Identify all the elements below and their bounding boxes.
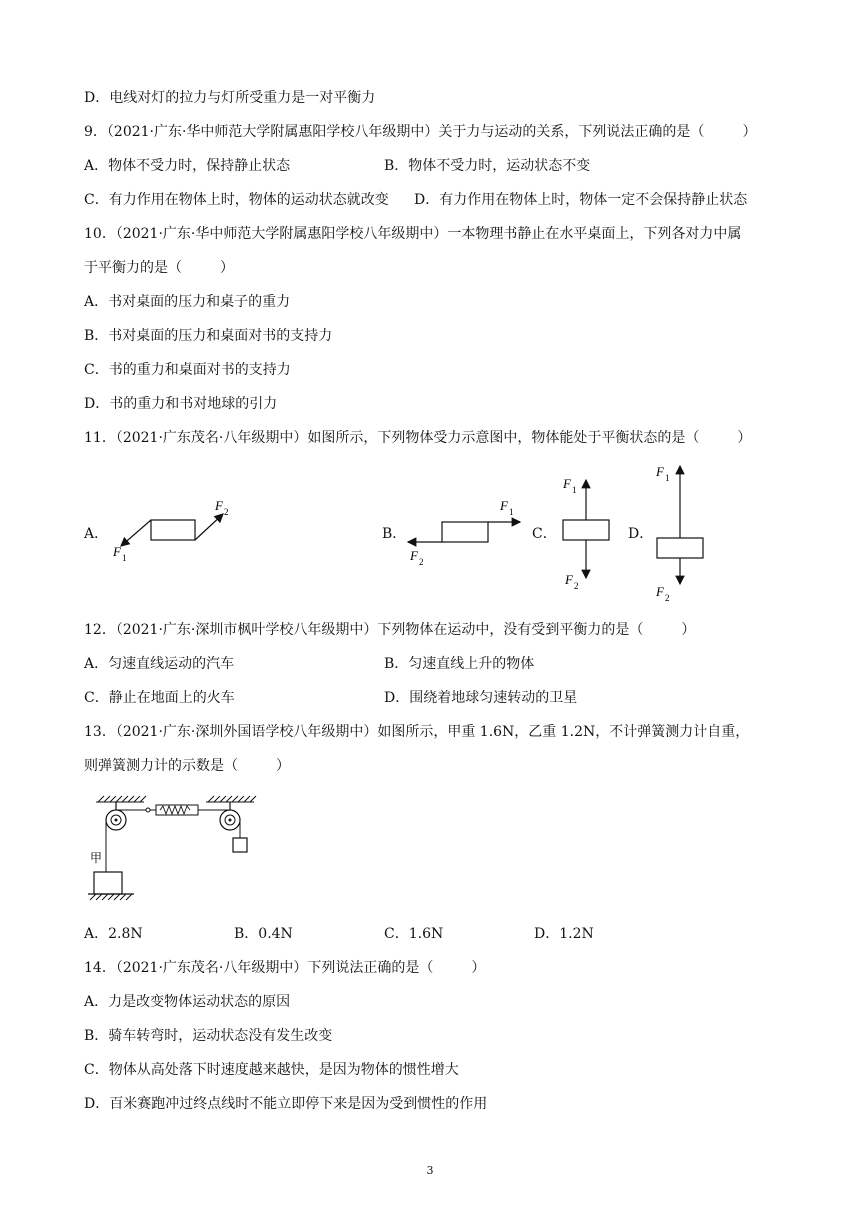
- ceiling-left: [96, 796, 146, 802]
- q11-option-d-label: D．: [628, 526, 654, 542]
- q8-option-d: D．电线对灯的拉力与灯所受重力是一对平衡力: [84, 90, 376, 106]
- q9-option-d: D．有力作用在物体上时，物体一定不会保持静止状态: [414, 192, 748, 208]
- q11-diagram-a: [105, 490, 245, 570]
- q11-diagram-b: [400, 490, 530, 570]
- force-label-f2: F: [215, 498, 223, 513]
- q11-option-c-label: C．: [532, 526, 557, 542]
- svg-text:1: 1: [572, 485, 577, 495]
- ceiling-right: [206, 796, 256, 802]
- q13-pulley-diagram: [88, 792, 268, 904]
- svg-text:2: 2: [419, 557, 424, 567]
- q10-option-a: A．书对桌面的压力和桌子的重力: [84, 294, 291, 310]
- q13-stem-line1: 13．（2021·广东·深圳外国语学校八年级期中）如图所示，甲重 1.6N，乙重 1.2N，不计弹簧测力计自重，: [84, 724, 750, 740]
- q11-stem: 11．（2021·广东茂名·八年级期中）如图所示，下列物体受力示意图中，物体能处于平衡状态的是（ ）: [84, 430, 752, 446]
- force-label-f1: F: [563, 476, 571, 491]
- q12-stem: 12．（2021·广东·深圳市枫叶学校八年级期中）下列物体在运动中，没有受到平衡力的是（ ）: [84, 622, 696, 638]
- q9-stem: 9．（2021·广东·华中师范大学附属惠阳学校八年级期中）关于力与运动的关系，下列说法正确的是（ ）: [84, 124, 757, 140]
- svg-text:2: 2: [665, 593, 670, 603]
- label-jia: 甲: [90, 851, 103, 865]
- force-arrow-f1: [121, 520, 151, 546]
- q9-option-c: C．有力作用在物体上时，物体的运动状态就改变: [84, 192, 389, 208]
- q14-option-b: B．骑车转弯时，运动状态没有发生改变: [84, 1028, 333, 1044]
- weight-yi: [233, 838, 247, 852]
- q14-option-c: C．物体从高处落下时速度越来越快，是因为物体的惯性增大: [84, 1062, 459, 1078]
- q11-option-b-label: B．: [382, 526, 407, 542]
- q13-option-c: C．1.6N: [384, 926, 444, 942]
- weight-jia: [94, 872, 122, 894]
- force-label-f1: F: [656, 464, 664, 479]
- svg-text:2: 2: [574, 581, 579, 591]
- q10-stem-line2: 于平衡力的是（ ）: [84, 260, 234, 276]
- q10-option-d: D．书的重力和书对地球的引力: [84, 396, 278, 412]
- q11-diagram-d: [650, 458, 720, 606]
- q12-option-b: B．匀速直线上升的物体: [384, 656, 535, 672]
- q13-stem-line2: 则弹簧测力计的示数是（ ）: [84, 758, 290, 774]
- object-box: [657, 538, 703, 558]
- q10-stem-line1: 10．（2021·广东·华中师范大学附属惠阳学校八年级期中）一本物理书静止在水平桌面上，下列各对力中属: [84, 226, 742, 242]
- q13-option-b: B．0.4N: [234, 926, 293, 942]
- object-box: [151, 520, 195, 540]
- q12-option-d: D．围绕着地球匀速转动的卫星: [384, 690, 578, 706]
- q11-option-a-label: A．: [84, 526, 109, 542]
- q9-option-a: A．物体不受力时，保持静止状态: [84, 158, 291, 174]
- force-label-f2: F: [410, 548, 418, 563]
- q14-option-a: A．力是改变物体运动状态的原因: [84, 994, 291, 1010]
- force-label-f2: F: [656, 584, 664, 599]
- q12-option-a: A．匀速直线运动的汽车: [84, 656, 235, 672]
- spring-balance: [146, 805, 204, 815]
- force-label-f1: F: [500, 498, 508, 513]
- force-label-f1: F: [113, 544, 121, 559]
- q14-option-d: D．百米赛跑冲过终点线时不能立即停下来是因为受到惯性的作用: [84, 1096, 488, 1112]
- page-number: 3: [426, 1164, 434, 1177]
- q13-option-d: D．1.2N: [534, 926, 594, 942]
- object-box: [442, 522, 488, 542]
- q10-option-c: C．书的重力和桌面对书的支持力: [84, 362, 291, 378]
- q13-option-a: A．2.8N: [84, 926, 143, 942]
- force-arrow-f2: [195, 514, 223, 540]
- svg-text:1: 1: [122, 553, 127, 563]
- q11-diagram-c: [555, 468, 625, 592]
- q9-option-b: B．物体不受力时，运动状态不变: [384, 158, 591, 174]
- force-label-f2: F: [565, 572, 573, 587]
- svg-text:2: 2: [224, 507, 229, 517]
- q12-option-c: C．静止在地面上的火车: [84, 690, 235, 706]
- svg-text:1: 1: [665, 473, 670, 483]
- q10-option-b: B．书对桌面的压力和桌面对书的支持力: [84, 328, 333, 344]
- svg-text:1: 1: [509, 507, 514, 517]
- object-box: [563, 520, 609, 540]
- q14-stem: 14．（2021·广东茂名·八年级期中）下列说法正确的是（ ）: [84, 960, 486, 976]
